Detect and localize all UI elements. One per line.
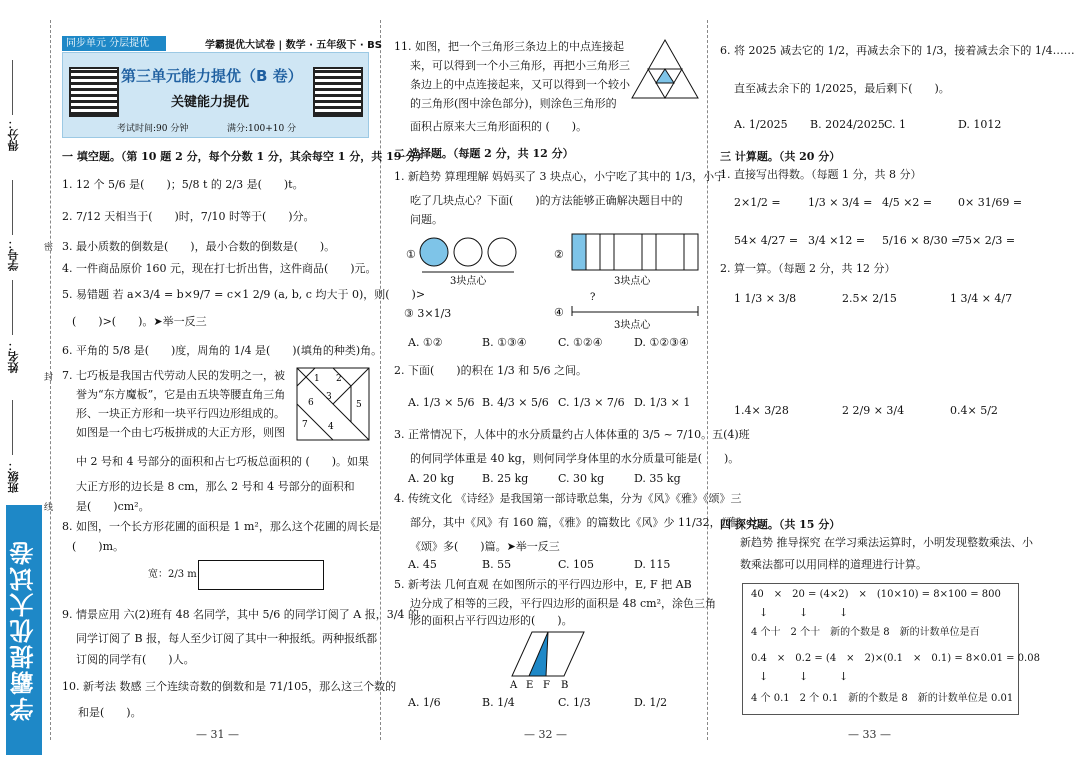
question-8b: ( )m。 <box>72 540 125 553</box>
choice-4-opt-c[interactable]: C. 105 <box>558 558 595 571</box>
question-9b: 同学订阅了 B 报，每人至少订阅了其中一种报纸。两种报纸都 <box>76 632 378 645</box>
fig1-caption: 3块点心 <box>450 276 487 287</box>
choice-2-opt-c[interactable]: C. 1/3 × 7/6 <box>558 396 625 409</box>
tangram-label-7: 7 <box>302 420 308 430</box>
arrow-row-1: ↓ <box>759 606 769 619</box>
binding-sidebar <box>0 0 60 763</box>
label-a: A <box>510 680 518 690</box>
table-row-3: 0.4 × 0.2 = (4 × 2)×(0.1 × 0.1) = 8×0.01 = 0.08 <box>751 653 1040 664</box>
choice-4-opt-d[interactable]: D. 115 <box>634 558 671 571</box>
question-1: 1. 12 个 5/6 是( )；5/8 t 的 2/3 是( )t。 <box>62 178 304 191</box>
arrow-row-1c: ↓ <box>839 606 849 619</box>
fig4-question: ? <box>590 292 596 303</box>
tangram-label-6: 6 <box>308 398 314 408</box>
tangram-label-2: 2 <box>336 374 342 384</box>
choice-6-opt-b[interactable]: B. 2024/2025 <box>810 118 885 131</box>
question-11e: 面积占原来大三角形面积的 ( )。 <box>410 120 588 133</box>
section-fill-blank: 一 填空题。（第 10 题 2 分，每个分数 1 分，其余每空 1 分，共 19 分） <box>62 150 428 163</box>
question-5a: 5. 易错题 若 a×3/4 = b×9/7 = c×1 2/9 (a, b, c 均大于 0)，则( )> <box>62 288 426 301</box>
choice-1-opt-b[interactable]: B. ①③④ <box>482 336 527 349</box>
choice-1-option3: ③ 3×1/3 <box>404 307 452 320</box>
question-11b: 来，可以得到一个小三角形，再把小三角形三 <box>410 59 630 72</box>
question-7a: 7. 七巧板是我国古代劳动人民的发明之一，被 <box>62 369 285 382</box>
calc1-b: 1/3 × 3/4 = <box>808 196 873 209</box>
table-row-1: 40 × 20 = (4×2) × (10×10) = 8×100 = 800 <box>751 589 1001 600</box>
choice-5-opt-c[interactable]: C. 1/3 <box>558 696 591 709</box>
question-11a: 11. 如图，把一个三角形三条边上的中点连接起 <box>394 40 624 53</box>
calc2-a: 54× 4/27 = <box>734 234 799 247</box>
calc-part-1: 1. 直接写出得数。（每题 1 分，共 8 分） <box>720 168 922 181</box>
score-line <box>12 60 13 115</box>
choice-4b: 部分，其中《风》有 160 篇，《雅》的篇数比《风》少 11/32，《雅》比 <box>410 516 760 529</box>
full-score: 满分:100+10 分 <box>227 124 297 134</box>
seal-mark-3: 线 <box>44 503 54 513</box>
choice-3-opt-b[interactable]: B. 25 kg <box>482 472 529 485</box>
arrow-row-1b: ↓ <box>799 606 809 619</box>
choice-5-opt-a[interactable]: A. 1/6 <box>408 696 441 709</box>
calc1-a: 2×1/2 = <box>734 196 781 209</box>
choice-3-opt-c[interactable]: C. 30 kg <box>558 472 605 485</box>
choice-3b: 的何同学体重是 40 kg，则何同学身体里的水分质量可能是( )。 <box>410 452 740 465</box>
question-3: 3. 最小质数的倒数是( )，最小合数的倒数是( )。 <box>62 240 336 253</box>
label-e: E <box>526 680 534 690</box>
tangram-label-3: 3 <box>326 392 332 402</box>
question-7d: 如图是一个由七巧板拼成的大正方形，则图 <box>76 426 285 439</box>
choice-4-opt-b[interactable]: B. 55 <box>482 558 512 571</box>
explore-intro-b: 数乘法都可以用同样的道理进行计算。 <box>740 558 927 571</box>
calc2-d: 75× 2/3 = <box>958 234 1016 247</box>
choice-5b: 边分成了相等的三段，平行四边形的面积是 48 cm²，涂色三角 <box>410 597 716 610</box>
calc1-c: 4/5 ×2 = <box>882 196 933 209</box>
fig2-caption: 3块点心 <box>614 276 651 287</box>
student-id-label: 学号： <box>7 238 20 271</box>
page-number-31: — 31 — <box>196 728 239 741</box>
seal-mark-1: 密 <box>44 243 54 253</box>
score-label: 得分： <box>7 118 20 151</box>
label-b: B <box>561 680 569 690</box>
question-7f: 大正方形的边长是 8 cm，那么 2 号和 4 号部分的面积和 <box>76 480 355 493</box>
choice-4-opt-a[interactable]: A. 45 <box>408 558 437 571</box>
question-6: 6. 平角的 5/8 是( )度，周角的 1/4 是( )(填角的种类)角。 <box>62 344 383 357</box>
header-box <box>62 52 369 138</box>
arrow-row-2c: ↓ <box>839 670 849 683</box>
name-label: 姓名： <box>7 340 20 373</box>
choice-2: 2. 下面( )的积在 1/3 和 5/6 之间。 <box>394 364 587 377</box>
question-4: 4. 一件商品原价 160 元，现在打七折出售，这件商品( )元。 <box>62 262 377 275</box>
exam-time: 考试时间:90 分钟 <box>117 124 189 134</box>
garden-rectangle <box>198 560 324 590</box>
question-7e: 中 2 号和 4 号部分的面积和占七巧板总面积的 ( )。如果 <box>76 455 370 468</box>
choice-5-opt-b[interactable]: B. 1/4 <box>482 696 515 709</box>
choice-5c: 形的面积占平行四边形的( )。 <box>410 614 573 627</box>
choice-5a: 5. 新考法 几何直观 在如图所示的平行四边形中，E, F 把 AB <box>394 578 692 591</box>
seal-mark-2: 封 <box>44 373 54 383</box>
label-f: F <box>543 680 550 690</box>
page-number-32: — 32 — <box>524 728 567 741</box>
calc4-b: 2 2/9 × 3/4 <box>842 404 905 417</box>
tangram-label-1: 1 <box>314 374 320 384</box>
choice-1c: 问题。 <box>410 213 443 226</box>
rect-width-label: 宽：2/3 m <box>148 569 197 580</box>
tangram-figure <box>296 367 370 441</box>
choice-6-opt-a[interactable]: A. 1/2025 <box>734 118 788 131</box>
calc2-b: 3/4 ×12 = <box>808 234 866 247</box>
svg-text:①: ① <box>406 248 416 261</box>
question-5b: ( )>( )。➤举一反三 <box>72 315 207 328</box>
choice-4a: 4. 传统文化 《诗经》是我国第一部诗歌总集，分为《风》《雅》《颂》三 <box>394 492 742 505</box>
class-label: 班级： <box>7 460 20 493</box>
brand-banner: 学霸提优大试卷 <box>6 505 42 755</box>
choice-2-opt-b[interactable]: B. 4/3 × 5/6 <box>482 396 549 409</box>
svg-text:④: ④ <box>554 306 564 319</box>
question-7b: 誉为“东方魔板”，它是由五块等腰直角三角 <box>76 388 286 401</box>
choice-1a: 1. 新趋势 算理理解 妈妈买了 3 块点心，小宁吃了其中的 1/3，小宁 <box>394 170 726 183</box>
question-7g: 是( )cm²。 <box>76 500 150 513</box>
page-number-33: — 33 — <box>848 728 891 741</box>
id-line <box>12 180 13 235</box>
choice-2-opt-a[interactable]: A. 1/3 × 5/6 <box>408 396 475 409</box>
choice-3-opt-a[interactable]: A. 20 kg <box>408 472 455 485</box>
fig4-caption: 3块点心 <box>614 320 651 330</box>
question-10b: 和是( )。 <box>78 706 142 719</box>
explore-table <box>742 583 1040 715</box>
unit-title: 第三单元能力提优（B 卷） <box>121 67 303 85</box>
svg-text:②: ② <box>554 248 564 261</box>
name-line <box>12 280 13 335</box>
choice-1b: 吃了几块点心？下面( )的方法能够正确解决题目中的 <box>410 194 683 207</box>
question-9a: 9. 情景应用 六(2)班有 48 名同学，其中 5/6 的同学订阅了 A 报，3/4 的 <box>62 608 419 621</box>
page-divider-1 <box>380 20 381 740</box>
choice-6-opt-d[interactable]: D. 1012 <box>958 118 1002 131</box>
arrow-row-2b: ↓ <box>799 670 809 683</box>
unit-tag: 同步单元 分层提优 <box>62 36 166 51</box>
choice-6a: 6. 将 2025 减去它的 1/2，再减去余下的 1/3，接着减去余下的 1/4…… <box>720 44 1075 57</box>
choice-3-opt-d[interactable]: D. 35 kg <box>634 472 681 485</box>
calc2-c: 5/16 × 8/30 = <box>882 234 961 247</box>
question-11c: 条边上的中点连接起来，又可以得到一个较小 <box>410 78 630 91</box>
page-divider-2 <box>707 20 708 740</box>
table-row-2: 4 个十 2 个十 新的个数是 8 新的计数单位是百 <box>751 627 980 638</box>
class-line <box>12 400 13 455</box>
table-row-4: 4 个 0.1 2 个 0.1 新的个数是 8 新的计数单位是 0.01 <box>751 693 1014 704</box>
question-9c: 订阅的同学有( )人。 <box>76 653 195 666</box>
calc-part-2: 2. 算一算。（每题 2 分，共 12 分） <box>720 262 896 275</box>
choice-1-opt-a[interactable]: A. ①② <box>408 336 443 349</box>
tangram-label-5: 5 <box>356 400 362 410</box>
choice-6-opt-c[interactable]: C. 1 <box>884 118 907 131</box>
header-series: 学霸提优大试卷 | 数学 · 五年级下 · BS <box>205 40 382 51</box>
question-2: 2. 7/12 天相当于( )时，7/10 时等于( )分。 <box>62 210 315 223</box>
choice-1-opt-d[interactable]: D. ①②③④ <box>634 336 689 349</box>
arrow-row-2: ↓ <box>759 670 769 683</box>
choice-2-opt-d[interactable]: D. 1/3 × 1 <box>634 396 691 409</box>
calc3-a: 1 1/3 × 3/8 <box>734 292 797 305</box>
calc3-b: 2.5× 2/15 <box>842 292 897 305</box>
calc4-a: 1.4× 3/28 <box>734 404 789 417</box>
parallelogram-figure <box>508 628 588 690</box>
fold-line <box>50 20 51 740</box>
question-10a: 10. 新考法 数感 三个连续奇数的倒数和是 71/105，那么这三个数的 <box>62 680 397 693</box>
choice-6b: 直至减去余下的 1/2025，最后剩下( )。 <box>734 82 950 95</box>
tangram-label-4: 4 <box>328 422 334 432</box>
choice-3a: 3. 正常情况下，人体中的水分质量约占人体体重的 3/5 ~ 7/10。五(4)班 <box>394 428 750 441</box>
explore-intro-a: 新趋势 推导探究 在学习乘法运算时，小明发现整数乘法、小 <box>740 536 1033 549</box>
section-explore: 四 探究题。（共 15 分） <box>720 518 841 531</box>
choice-4c: 《颂》多( )篇。➤举一反三 <box>410 540 560 553</box>
section-choice: 二 选择题。（每题 2 分，共 12 分） <box>394 147 574 160</box>
question-11d: 的三角形(图中涂色部分)，则涂色三角形的 <box>410 97 617 110</box>
qr-code-left[interactable] <box>69 67 119 117</box>
choice-1-opt-c[interactable]: C. ①②④ <box>558 336 603 349</box>
section-calc: 三 计算题。（共 20 分） <box>720 150 841 163</box>
question-7c: 形、一块正方形和一块平行四边形组成的。 <box>76 407 285 420</box>
calc3-c: 1 3/4 × 4/7 <box>950 292 1013 305</box>
question-8a: 8. 如图，一个长方形花圃的面积是 1 m²，那么这个花圃的周长是 <box>62 520 380 533</box>
qr-code-right[interactable] <box>313 67 363 117</box>
choice-5-opt-d[interactable]: D. 1/2 <box>634 696 668 709</box>
calc4-c: 0.4× 5/2 <box>950 404 998 417</box>
unit-subtitle: 关键能力提优 <box>171 95 250 110</box>
triangle-figure <box>630 38 700 100</box>
calc1-d: 0× 31/69 = <box>958 196 1023 209</box>
